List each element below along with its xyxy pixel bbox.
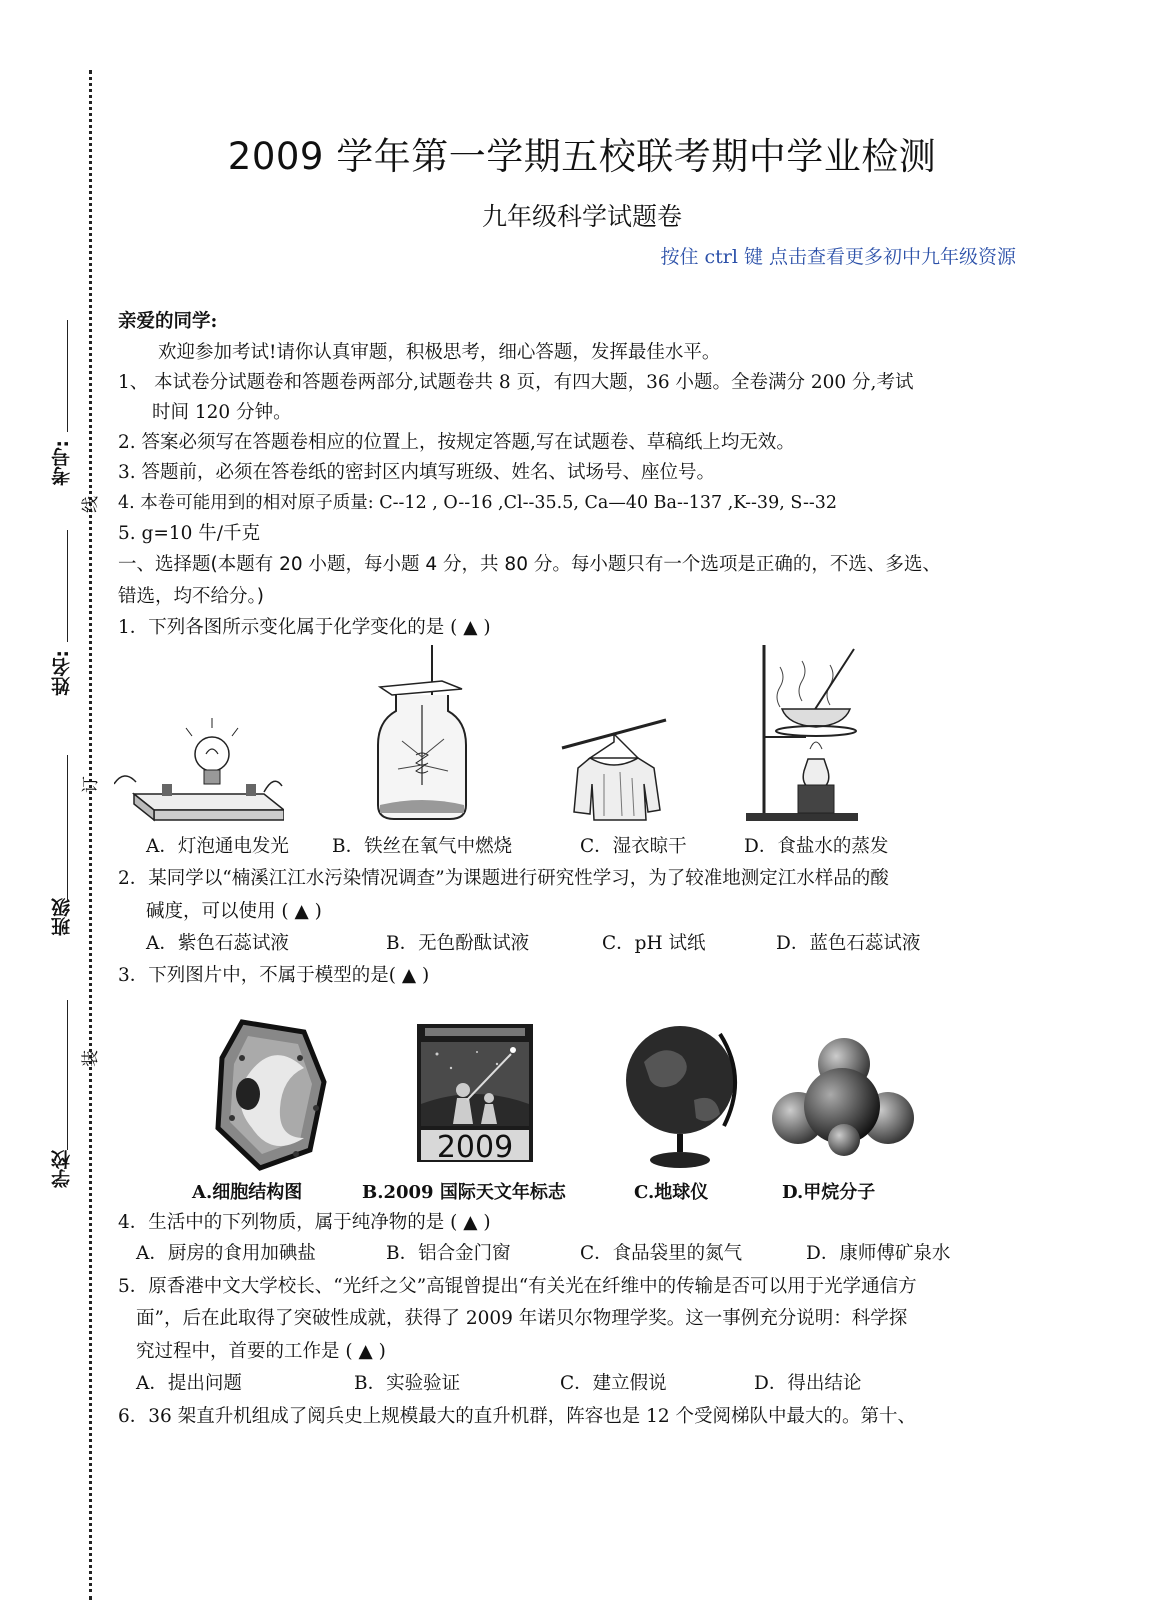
q1-stem: 1．下列各图所示变化属于化学变化的是 ( ▲ ) xyxy=(118,617,491,638)
q4-option-a: A．厨房的食用加碘盐 xyxy=(136,1243,316,1264)
astronomy-year-logo-icon xyxy=(417,1024,533,1162)
resource-link[interactable]: 按住 ctrl 键 点击查看更多初中九年级资源 xyxy=(660,246,1016,268)
iron-wire-burning-jar-icon xyxy=(372,645,472,823)
q2-stem-cont: 碱度，可以使用 ( ▲ ) xyxy=(146,901,322,922)
binding-word-ding: 订 xyxy=(81,776,101,793)
globe-icon xyxy=(624,1022,744,1170)
note-1-cont: 时间 120 分钟。 xyxy=(152,402,292,423)
school-label: 学校 xyxy=(51,1150,73,1188)
q5-stem: 5．原香港中文大学校长、“光纤之父”高锟曾提出“有关光在纤维中的传输是否可以用于光学通信方 xyxy=(118,1276,917,1297)
welcome-text: 欢迎参加考试!请你认真审题，积极思考，细心答题，发挥最佳水平。 xyxy=(158,342,721,363)
greeting: 亲爱的同学: xyxy=(118,311,218,332)
q5-option-d: D．得出结论 xyxy=(754,1373,862,1394)
q3-stem: 3．下列图片中，不属于模型的是( ▲ ) xyxy=(118,965,430,986)
salt-water-evaporation-icon xyxy=(744,641,862,823)
note-5: 5. g=10 牛/千克 xyxy=(118,523,261,544)
section-1-heading: 一、选择题(本题有 20 小题，每小题 4 分，共 80 分。每小题只有一个选项是正确的，不选、多选、 xyxy=(118,554,941,575)
q2-stem: 2．某同学以“楠溪江江水污染情况调查”为课题进行研究性学习，为了较准地测定江水样品的酸 xyxy=(118,868,889,889)
q6-stem: 6．36 架直升机组成了阅兵史上规模最大的直升机群，阵容也是 12 个受阅梯队中最大的。第十、 xyxy=(118,1406,916,1427)
q3-caption-d: D.甲烷分子 xyxy=(782,1182,876,1203)
light-bulb-circuit-icon xyxy=(114,714,284,824)
wet-clothes-hanger-icon xyxy=(560,712,668,824)
q5-option-c: C．建立假说 xyxy=(560,1373,667,1394)
exam-no-underline xyxy=(67,320,68,432)
name-label: 姓名: xyxy=(51,650,73,696)
methane-molecule-icon xyxy=(770,1036,916,1156)
q4-option-d: D．康师傅矿泉水 xyxy=(806,1243,951,1264)
q4-option-c: C．食品袋里的氮气 xyxy=(580,1243,743,1264)
note-1: 1、 本试卷分试题卷和答题卷两部分,试题卷共 8 页，有四大题，36 小题。全卷满分 200 分,考试 xyxy=(118,372,914,393)
q5-stem-cont-1: 面”，后在此取得了突破性成就，获得了 2009 年诺贝尔物理学奖。这一事例充分说明：科学探 xyxy=(136,1308,908,1329)
exam-title: 2009 学年第一学期五校联考期中学业检测 xyxy=(227,135,937,178)
q2-option-c: C．pH 试纸 xyxy=(602,933,706,954)
binding-word-xian: 线 xyxy=(81,496,101,513)
q4-option-b: B．铝合金门窗 xyxy=(386,1243,511,1264)
q3-caption-c: C.地球仪 xyxy=(634,1182,709,1203)
note-2: 2. 答案必须写在答题卷相应的位置上，按规定答题,写在试题卷、草稿纸上均无效。 xyxy=(118,432,795,453)
q1-option-c: C．湿衣晾干 xyxy=(580,836,687,857)
binding-dotted-line xyxy=(89,70,92,1600)
q2-option-a: A．紫色石蕊试液 xyxy=(146,933,289,954)
q3-caption-a: A.细胞结构图 xyxy=(192,1182,303,1203)
binding-word-zhuang: 装 xyxy=(81,1050,101,1067)
note-4: 4. 本卷可能用到的相对原子质量: C--12 , O--16 ,Cl--35.5, Ca—40 Ba--137 ,K--39, S--32 xyxy=(118,493,838,513)
q5-stem-cont-2: 究过程中，首要的工作是 ( ▲ ) xyxy=(136,1341,386,1362)
q2-option-d: D．蓝色石蕊试液 xyxy=(776,933,921,954)
q4-stem: 4．生活中的下列物质，属于纯净物的是 ( ▲ ) xyxy=(118,1212,491,1233)
astronomy-logo-year: 2009 xyxy=(436,1130,514,1162)
name-underline xyxy=(67,530,68,642)
exam-no-label: 考号: xyxy=(51,440,73,486)
class-underline xyxy=(67,755,68,900)
q5-option-a: A．提出问题 xyxy=(136,1373,242,1394)
q1-option-b: B．铁丝在氧气中燃烧 xyxy=(332,836,513,857)
section-1-heading-cont: 错选，均不给分。) xyxy=(118,586,264,607)
exam-subtitle: 九年级科学试题卷 xyxy=(481,202,682,231)
q1-option-a: A．灯泡通电发光 xyxy=(146,836,289,857)
cell-structure-icon xyxy=(212,1018,328,1172)
q2-option-b: B．无色酚酞试液 xyxy=(386,933,530,954)
note-3: 3. 答题前，必须在答卷纸的密封区内填写班级、姓名、试场号、座位号。 xyxy=(118,462,716,483)
q5-option-b: B．实验验证 xyxy=(354,1373,461,1394)
school-underline xyxy=(67,1000,68,1150)
class-label: 班级 xyxy=(51,898,73,936)
q3-caption-b: B.2009 国际天文年标志 xyxy=(362,1182,566,1203)
q1-option-d: D．食盐水的蒸发 xyxy=(744,836,889,857)
